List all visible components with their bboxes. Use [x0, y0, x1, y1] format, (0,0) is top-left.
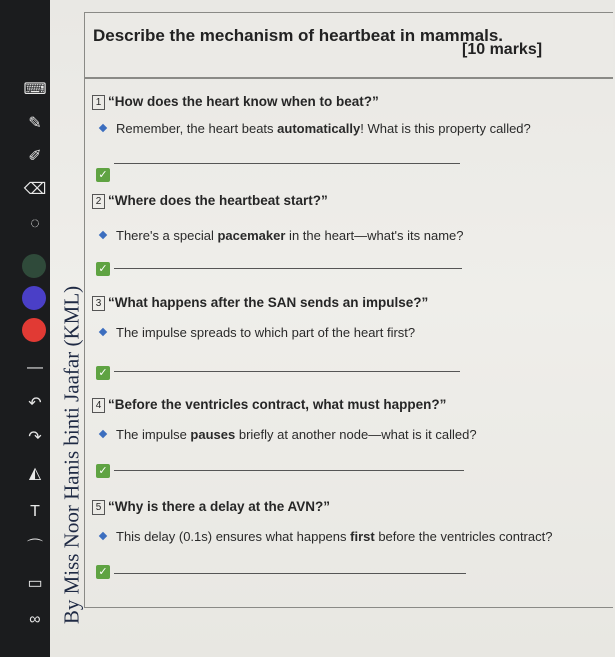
checkbox-icon[interactable]: ✓ — [96, 262, 110, 276]
question-text-5: “Why is there a delay at the AVN?” — [108, 499, 331, 514]
worksheet-page — [50, 0, 615, 657]
bullet-icon — [99, 124, 107, 132]
color-swatch-red[interactable] — [22, 318, 46, 342]
question-number-1: 1 — [92, 95, 105, 110]
ruler-icon[interactable]: ▭ — [27, 575, 43, 592]
worksheet-title: Describe the mechanism of heartbeat in mammals. — [93, 26, 504, 45]
checkbox-icon[interactable]: ✓ — [96, 168, 110, 182]
line-weight-icon[interactable]: — — [27, 359, 43, 376]
eraser-icon[interactable]: ⌫ — [23, 181, 47, 198]
undo-icon[interactable]: ↶ — [28, 395, 42, 412]
answer-line-1[interactable] — [114, 163, 460, 164]
bullet-icon — [99, 328, 107, 336]
checkbox-icon[interactable]: ✓ — [96, 366, 110, 380]
redo-icon[interactable]: ↷ — [28, 429, 42, 446]
hint-4: The impulse pauses briefly at another node—what is it called? — [100, 427, 477, 442]
question-number-4: 4 — [92, 398, 105, 413]
question-4 — [92, 397, 446, 413]
color-swatch-blue[interactable] — [22, 286, 46, 310]
lasso-select-icon[interactable]: ⌒ — [26, 539, 43, 556]
question-text-4: “Before the ventricles contract, what must happen?” — [108, 397, 447, 412]
hint-5: This delay (0.1s) ensures what happens first before the ventricles contract? — [100, 529, 552, 544]
answer-line-4[interactable] — [114, 470, 464, 471]
link-icon[interactable]: ∞ — [29, 611, 41, 628]
question-text-2: “Where does the heartbeat start?” — [108, 193, 328, 208]
text-icon[interactable]: T — [30, 503, 40, 520]
pen-icon[interactable]: ✎ — [28, 115, 42, 132]
hint-3: The impulse spreads to which part of the heart first? — [100, 325, 415, 340]
hint-1: Remember, the heart beats automatically! What is this property called? — [100, 121, 531, 136]
bullet-icon — [99, 532, 107, 540]
question-1 — [92, 94, 379, 110]
hint-2: There's a special pacemaker in the heart—what's its name? — [100, 228, 464, 243]
answer-line-2[interactable] — [114, 268, 462, 269]
question-number-3: 3 — [92, 296, 105, 311]
author-credit: By Miss Noor Hanis binti Jaafar (KML) — [59, 285, 84, 625]
question-number-2: 2 — [92, 194, 105, 209]
highlighter-icon[interactable]: ✐ — [28, 148, 42, 165]
question-5 — [92, 499, 330, 515]
answer-line-3[interactable] — [114, 371, 460, 372]
answer-line-5[interactable] — [114, 573, 466, 574]
question-2 — [92, 193, 328, 209]
lasso-icon[interactable]: ◌ — [30, 215, 40, 232]
checkbox-icon[interactable]: ✓ — [96, 464, 110, 478]
question-text-3: “What happens after the SAN sends an impulse?” — [108, 295, 429, 310]
shapes-icon[interactable]: ◭ — [28, 465, 42, 482]
question-number-5: 5 — [92, 500, 105, 515]
color-swatch-dark-green[interactable] — [22, 254, 46, 278]
marks-label: [10 marks] — [462, 41, 543, 58]
keyboard-icon[interactable]: ⌨ — [23, 81, 47, 98]
bullet-icon — [99, 231, 107, 239]
checkbox-icon[interactable]: ✓ — [96, 565, 110, 579]
question-text-1: “How does the heart know when to beat?” — [108, 94, 379, 109]
bullet-icon — [99, 430, 107, 438]
question-3 — [92, 295, 428, 311]
